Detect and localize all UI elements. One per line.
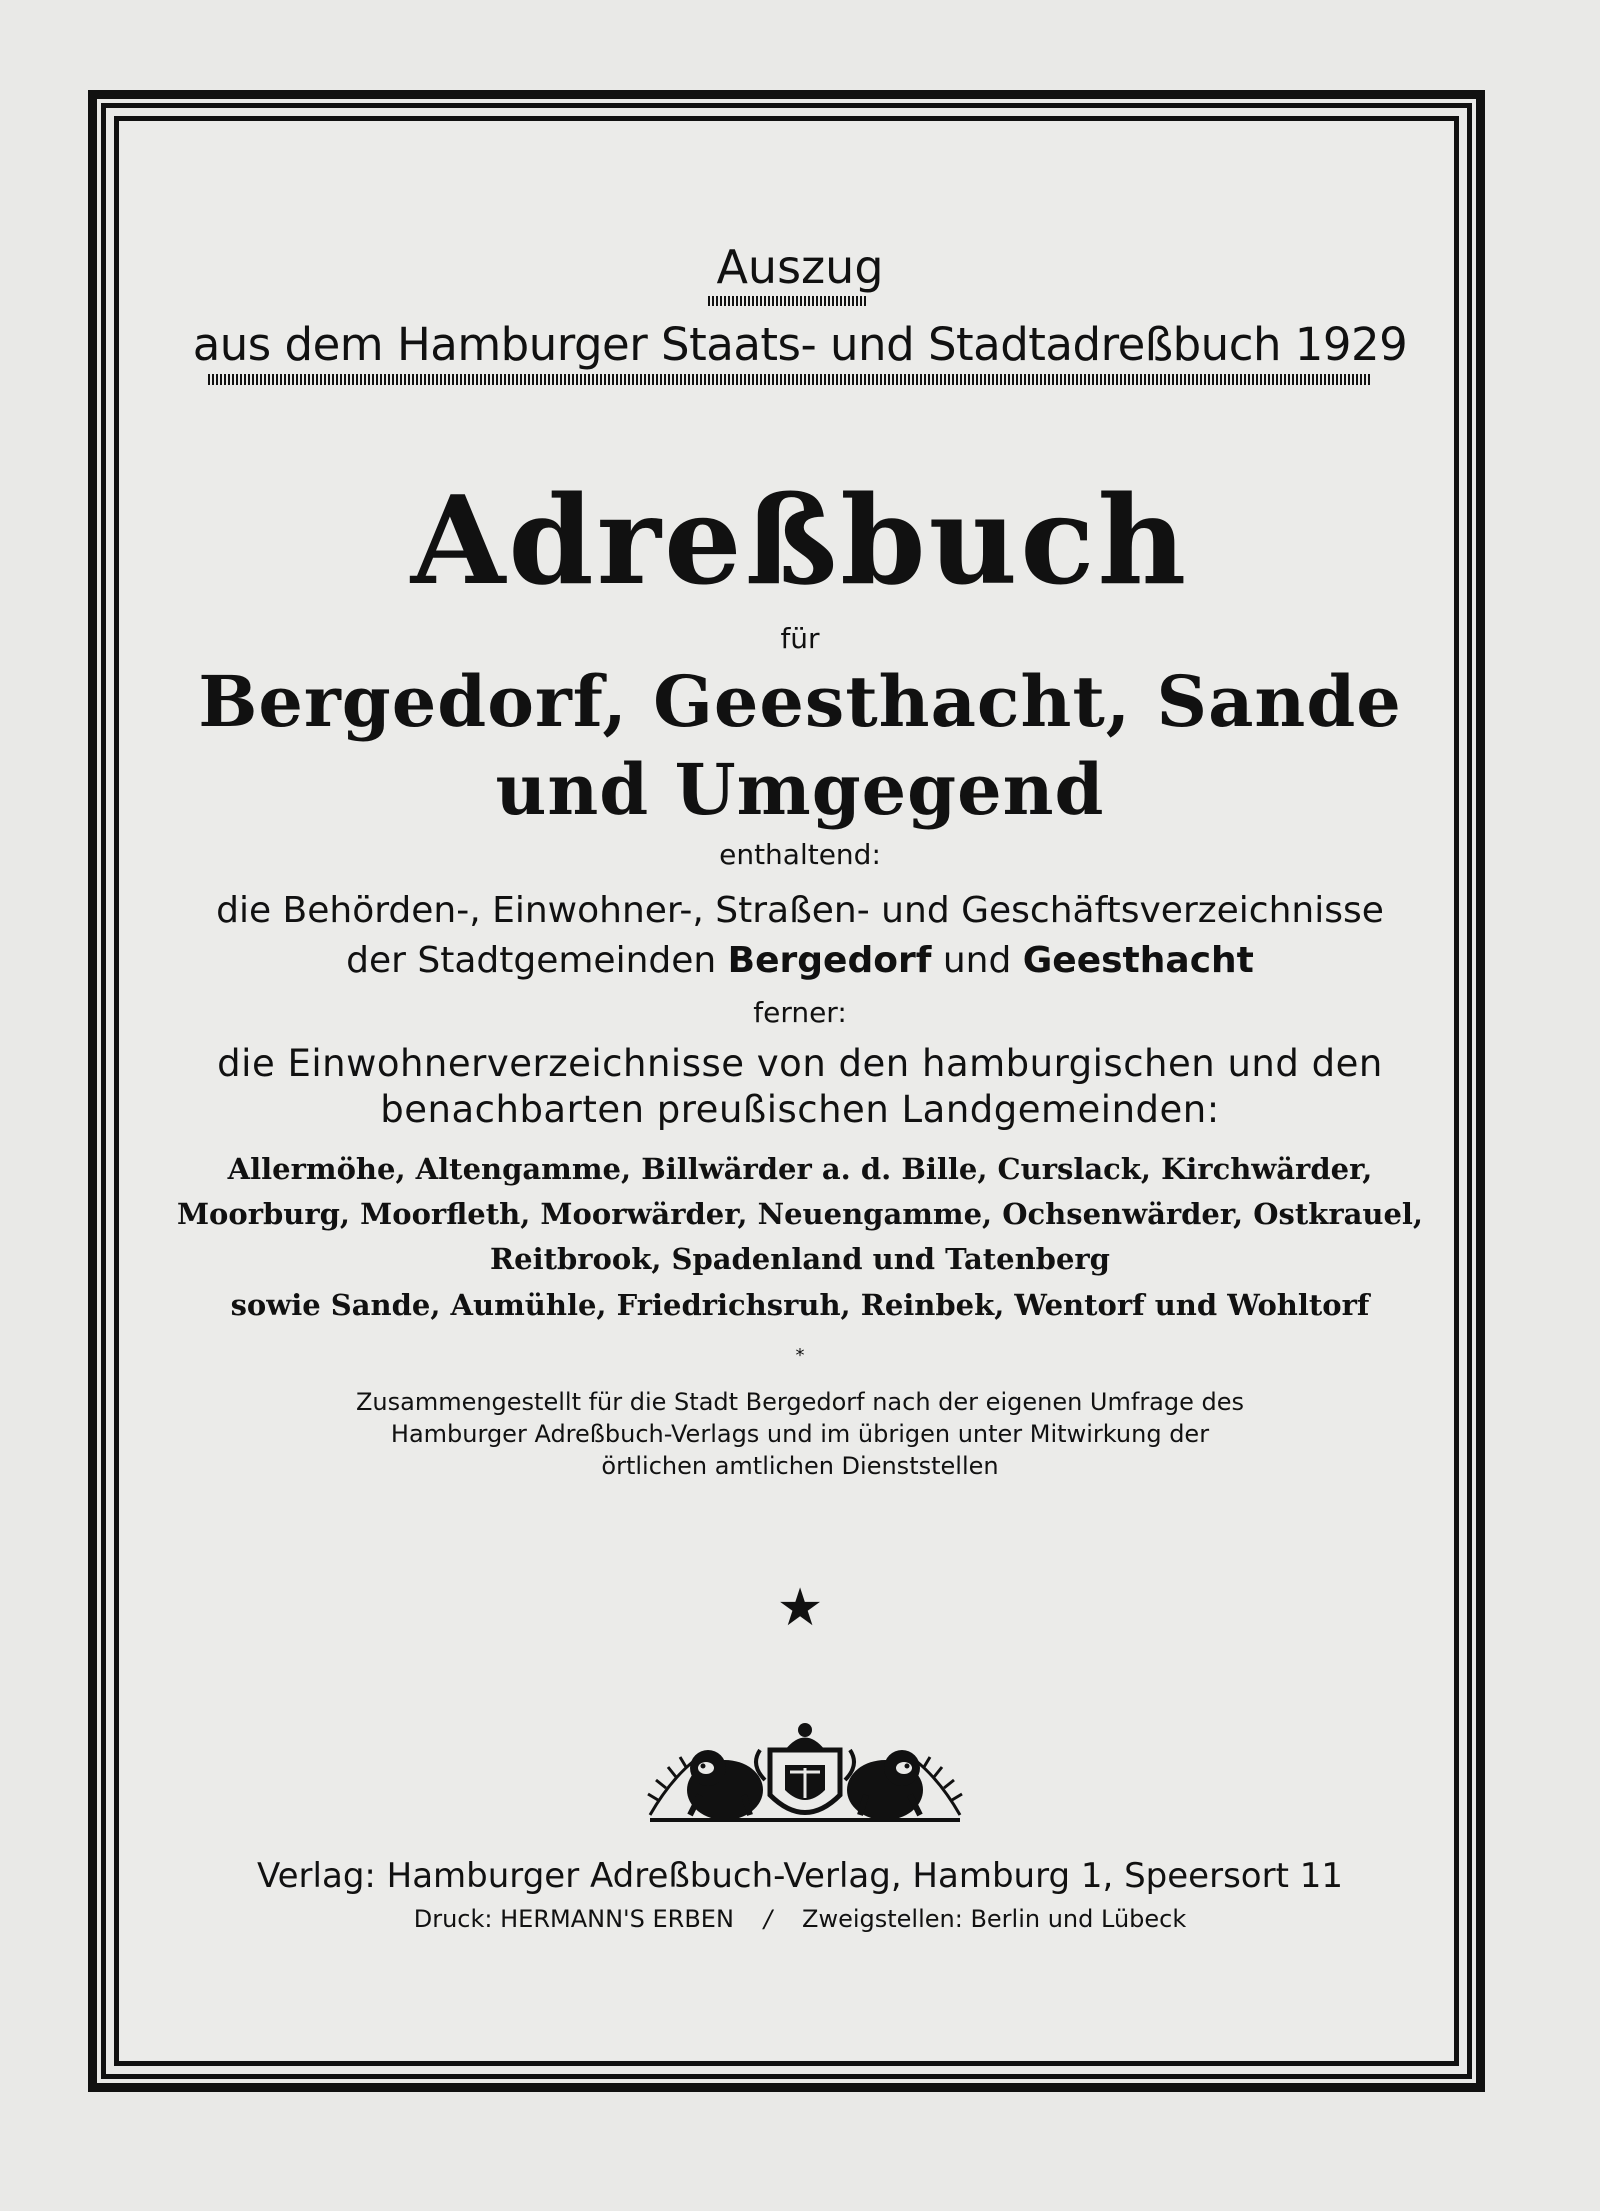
places-line-1: Bergedorf, Geesthacht, Sande <box>198 660 1402 743</box>
places-line-2: und Umgegend <box>495 748 1105 831</box>
subtitle-underline <box>208 374 1372 385</box>
star-icon: ★ <box>776 1578 824 1638</box>
compiled-line-3: örtlichen amtlichen Dienststellen <box>601 1452 999 1480</box>
auszug-heading: Auszug <box>716 240 884 294</box>
contents-geesthacht: Geesthacht <box>1022 940 1254 981</box>
ferner-label: ferner: <box>753 996 847 1029</box>
publisher-line: Verlag: Hamburger Adreßbuch-Verlag, Hamburg 1, Speersort 11 <box>257 1856 1343 1896</box>
enthaltend-label: enthaltend: <box>719 838 881 871</box>
coat-of-arms-icon <box>640 1720 970 1840</box>
printer-line <box>0 1905 1600 1933</box>
contents-line-2-mid: und <box>931 940 1023 981</box>
compiled-line-2: Hamburger Adreßbuch-Verlags und im übrigen unter Mitwirkung der <box>390 1420 1210 1448</box>
asterisk-divider: * <box>795 1345 805 1366</box>
villages-line-1: Allermöhe, Altengamme, Billwärder a. d. Bille, Curslack, Kirchwärder, <box>227 1152 1373 1186</box>
einwohner-line-2: benachbarten preußischen Landgemeinden: <box>380 1088 1220 1131</box>
contents-line-1: die Behörden-, Einwohner-, Straßen- und Geschäftsverzeichnisse <box>216 890 1384 931</box>
villages-line-3: Reitbrook, Spadenland und Tatenberg <box>490 1242 1110 1276</box>
contents-line-2-pre: der Stadtgemeinden <box>346 940 728 981</box>
compiled-line-1: Zusammengestellt für die Stadt Bergedorf nach der eigenen Umfrage des <box>355 1388 1245 1416</box>
fuer-label: für <box>780 622 820 655</box>
villages-line-4: sowie Sande, Aumühle, Friedrichsruh, Reinbek, Wentorf und Wohltorf <box>230 1288 1370 1322</box>
einwohner-line-1: die Einwohnerverzeichnisse von den hamburgischen und den <box>217 1042 1383 1085</box>
subtitle: aus dem Hamburger Staats- und Stadtadreßbuch 1929 <box>192 318 1408 371</box>
zweigstellen-text: Zweigstellen: Berlin und Lübeck <box>802 1905 1187 1933</box>
contents-line-2 <box>0 940 1600 981</box>
villages-line-2: Moorburg, Moorfleth, Moorwärder, Neuengamme, Ochsenwärder, Ostkrauel, <box>176 1197 1424 1231</box>
auszug-underline <box>708 296 868 306</box>
main-title: Adreßbuch <box>410 468 1190 612</box>
separator: / <box>763 1905 772 1933</box>
contents-bergedorf: Bergedorf <box>727 940 932 981</box>
druck-text: Druck: HERMANN'S ERBEN <box>413 1905 734 1933</box>
